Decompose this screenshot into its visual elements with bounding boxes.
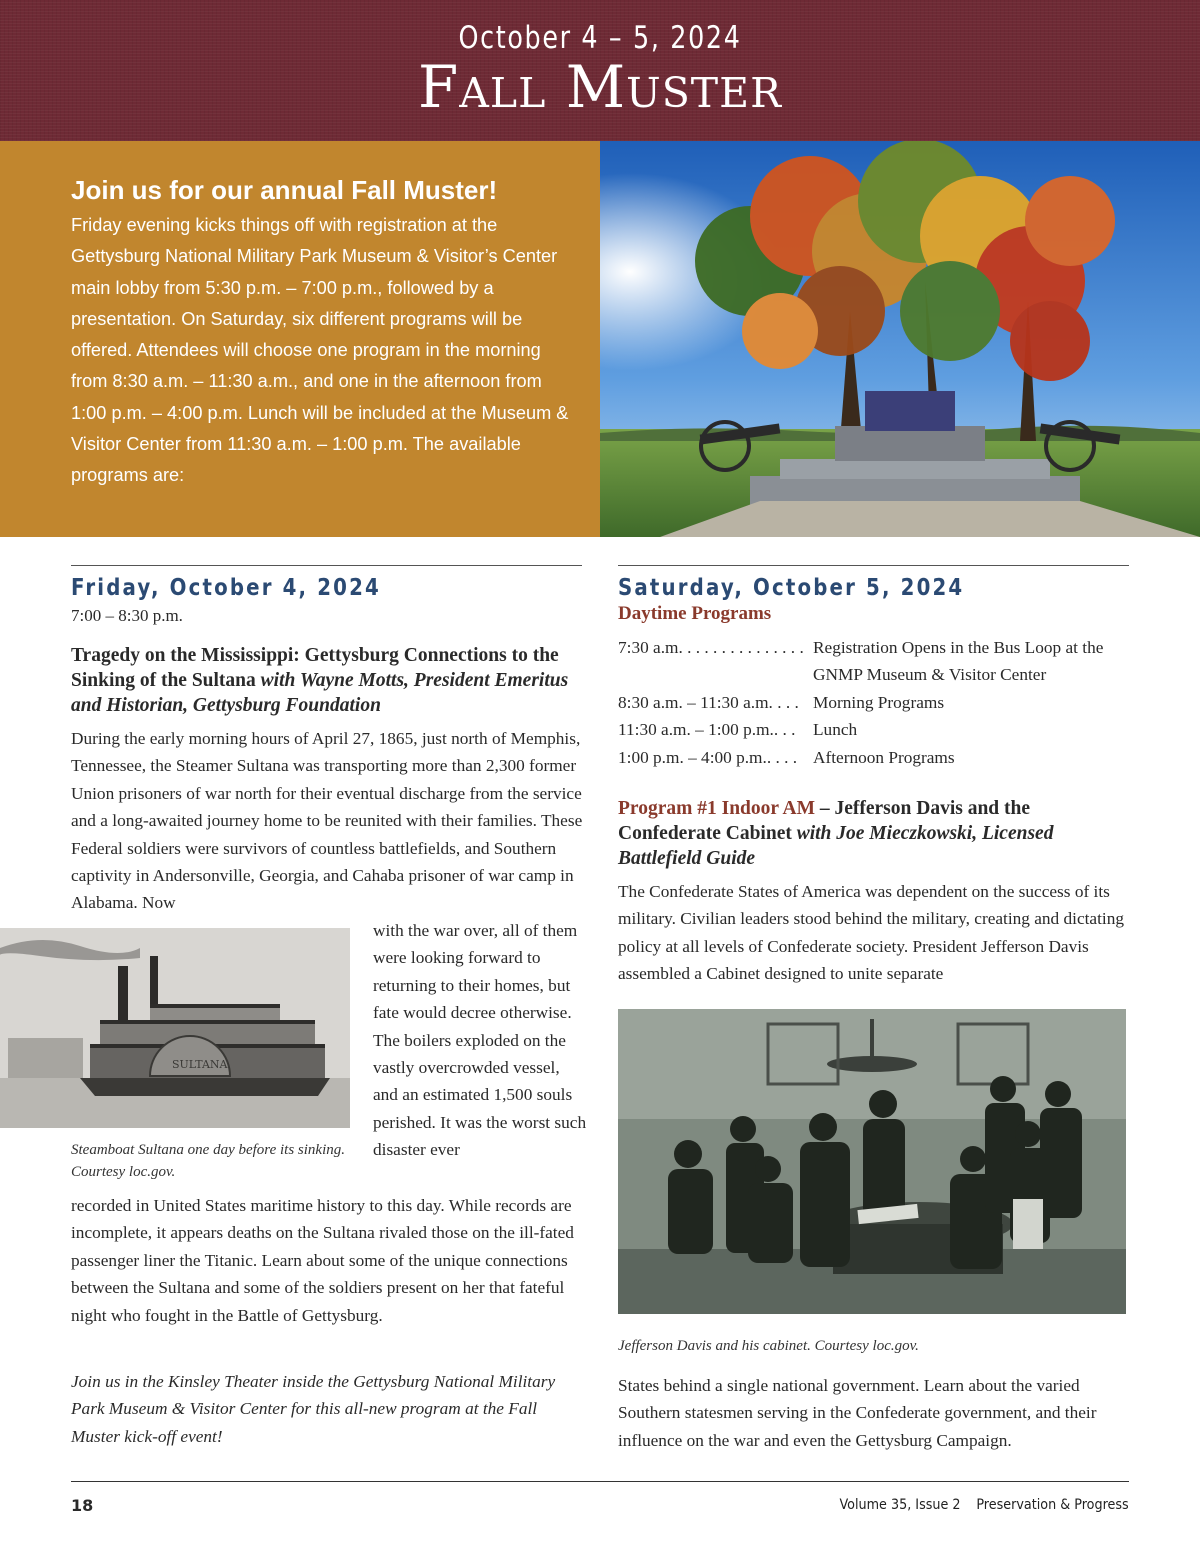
friday-paragraph-2: recorded in United States maritime history to this day. While records are incomplete, it appears deaths on the Sultana rivaled those on the ill-fated passenger liner the Titanic. Learn about some of the unique connections between the Sultana and some of the soldiers present on her that fateful night who fought in the Battle of Gettysburg.	[71, 1196, 574, 1325]
schedule-row	[618, 634, 1138, 689]
schedule-description: Registration Opens in the Bus Loop at the GNMP Museum & Visitor Center	[813, 638, 1104, 685]
issue-label: Volume 35, Issue 2	[839, 1497, 961, 1513]
saturday-schedule	[618, 634, 1138, 771]
schedule-time: 7:30 a.m. . . . . . . . . . . . . . .	[618, 638, 804, 657]
friday-heading: Friday, October 4, 2024	[71, 575, 381, 601]
sultana-wheel-lettering: SULTANA	[172, 1058, 228, 1071]
autumn-monument-illustration	[600, 141, 1200, 537]
daytime-programs-heading: Daytime Programs	[618, 603, 772, 624]
sultana-photo	[0, 928, 350, 1128]
hero-photo-monument	[600, 141, 1200, 537]
friday-program-title	[71, 643, 581, 718]
program-label: Program #1 Indoor AM	[618, 798, 815, 819]
saturday-paragraph-1: The Confederate States of America was dependent on the success of its military. Civilian leaders stood behind the military, creating and dictating policy at all levels of Confederate society. President Jefferson Davis assembled a Cabinet designed to unite separate	[618, 882, 1124, 984]
page-title: Fall Muster	[418, 53, 782, 121]
friday-kickoff-note: Join us in the Kinsley Theater inside the Gettysburg National Military Park Museum & Visitor Center for this all-new program at the Fall Muster kick-off event!	[71, 1372, 556, 1446]
schedule-time: 1:00 p.m. – 4:00 p.m.. . . .	[618, 747, 798, 767]
friday-paragraph-1: During the early morning hours of April 27, 1865, just north of Memphis, Tennessee, the Steamer Sultana was transporting more than 2,300 former Union prisoners of war north for their eventual discharge from the service and a long-awaited journey home to be reunited with their families. These Federal soldiers were survivors of countless battlefields, and Southern captivity in Andersonville, Georgia, and Cahaba prisoner of war camp in Alabama. Now	[71, 729, 583, 913]
intro-panel	[0, 141, 600, 537]
friday-paragraph-wrap: with the war over, all of them were looking forward to returning to their homes, but fate would decree otherwise. The boilers exploded on the vastly overcrowded vessel, and an estimated 1,500 souls perished. It was the worst such disaster ever	[373, 921, 587, 1160]
friday-time: 7:00 – 8:30 p.m.	[71, 606, 183, 625]
publication-name: Preservation & Progress	[976, 1497, 1129, 1513]
schedule-row	[618, 689, 1138, 716]
intro-heading: Join us for our annual Fall Muster!	[71, 175, 498, 205]
schedule-row	[618, 744, 1138, 771]
sultana-caption: Steamboat Sultana one day before its sinking. Courtesy loc.gov.	[71, 1142, 345, 1180]
steamboat-sultana-illustration	[0, 928, 350, 1128]
davis-cabinet-illustration	[618, 1009, 1126, 1314]
schedule-description: Morning Programs	[813, 692, 945, 712]
right-column-rule	[618, 565, 1129, 566]
page-number: 18	[71, 1496, 94, 1515]
saturday-paragraph-2: States behind a single national government. Learn about the varied Southern statesmen serving in the Confederate government, and their influence on the war and even the Gettysburg Campaign.	[618, 1376, 1097, 1450]
schedule-description: Afternoon Programs	[813, 747, 955, 767]
saturday-program-presenter: with Joe Mieczkowski, Licensed Battlefield Guide	[618, 823, 1054, 869]
cabinet-caption: Jefferson Davis and his cabinet. Courtesy loc.gov.	[618, 1338, 919, 1354]
schedule-time: 8:30 a.m. – 11:30 a.m. . . .	[618, 692, 799, 712]
friday-program-name: Tragedy on the Mississippi: Gettysburg Connections to the Sinking of the Sultana	[71, 645, 559, 691]
saturday-heading: Saturday, October 5, 2024	[618, 575, 965, 601]
masthead	[0, 0, 1200, 141]
footer-rule	[71, 1481, 1129, 1482]
footer-publication-info	[840, 1497, 1129, 1513]
cabinet-engraving	[618, 1009, 1126, 1314]
left-column-rule	[71, 565, 582, 566]
intro-body: Friday evening kicks things off with registration at the Gettysburg National Military Park Museum & Visitor’s Center main lobby from 5:30 p.m. – 7:00 p.m., followed by a presentation. On Saturday, six different programs will be offered. Attendees will choose one program in the morning from 8:30 a.m. – 11:30 a.m., and one in the afternoon from 1:00 p.m. – 4:00 p.m. Lunch will be included at the Museum & Visitor Center from 11:30 a.m. – 1:00 p.m. The available programs are:	[71, 215, 569, 486]
friday-program-presenter: with Wayne Motts, President Emeritus and Historian, Gettysburg Foundation	[71, 670, 569, 716]
schedule-row	[618, 716, 1138, 743]
schedule-time: 11:30 a.m. – 1:00 p.m.. . .	[618, 720, 796, 740]
event-dates: October 4 – 5, 2024	[458, 20, 742, 56]
saturday-program-name: – Jefferson Davis and the Confederate Cabinet	[618, 798, 1031, 844]
schedule-description: Lunch	[813, 720, 858, 740]
saturday-program-title	[618, 796, 1128, 871]
